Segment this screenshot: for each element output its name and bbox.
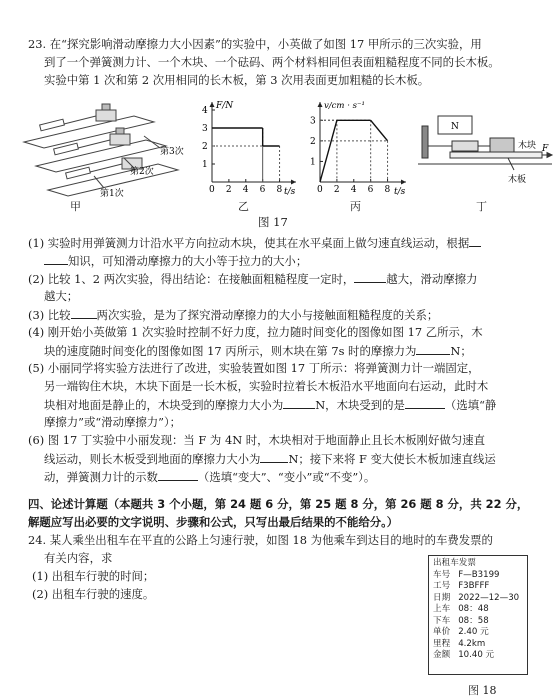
q23-s5-line2: 另一端钩住木块，木块下面是一长木板，实验时拉着长木板沿水平地面向右运动，此时木 — [44, 379, 489, 393]
figure-ding — [418, 104, 554, 196]
yi-ylabel: F/N — [216, 101, 234, 111]
q23-s5-line3: 块相对地面是静止的，木块受到的摩擦力大小为 N，木块受到的是 （选填“静 — [44, 398, 497, 412]
receipt-value: 08：58 — [458, 615, 489, 626]
yi-x-tick-label: 8 — [276, 185, 283, 195]
fig18-caption: 图 18 — [468, 684, 497, 697]
blank-1 — [44, 252, 68, 265]
bing-x-tick-label: 0 — [317, 185, 323, 195]
q23-s1-line1: (1) 实验时用弹簧测力计沿水平方向拉动木块，使其在水平桌面上做匀速直线运动，根据 — [28, 234, 533, 252]
q23-s2-line1: (2) 比较 1、2 两次实验，得出结论：在接触面粗糙程度一定时， 越大，滑动摩擦力 — [28, 272, 478, 286]
yi-x-tick-label: 6 — [259, 185, 266, 195]
meter-n-label: N — [451, 122, 459, 132]
q24-sub1: (1) 出租车行驶的时间； — [32, 569, 155, 583]
bing-y-tick-label: 2 — [310, 136, 316, 147]
receipt-row — [433, 627, 523, 639]
receipt-value: F3BFFF — [458, 581, 490, 591]
trial2-label: 第2次 — [130, 167, 154, 177]
blank-2 — [354, 270, 386, 283]
block-label: 木块 — [518, 141, 537, 151]
bing-xlabel: t/s — [394, 187, 406, 196]
q23-stem-line2: 到了一个弹簧测力计、一个木块、一个砝码、两个材料相同但表面粗糙程度不同的长木板。 — [44, 55, 500, 69]
yi-x-tick-label: 4 — [242, 185, 249, 195]
receipt-value: 10.40 元 — [458, 650, 495, 660]
force-label: F — [542, 144, 549, 154]
blank-6 — [405, 396, 445, 409]
q24-line2: 有关内容，求 — [44, 551, 113, 565]
yi-y-tick-label: 4 — [202, 106, 208, 116]
receipt-row — [433, 593, 523, 605]
figure-jia — [14, 96, 184, 211]
receipt-row — [433, 581, 523, 593]
receipt-value: 08：48 — [458, 604, 489, 614]
chart-bing — [300, 96, 412, 196]
receipt-key: 工号 — [433, 581, 451, 591]
trial1-label: 第1次 — [100, 189, 124, 199]
receipt-key: 下车 — [433, 615, 451, 626]
receipt-value: F—B3199 — [458, 569, 500, 580]
yi-x-tick-label: 2 — [225, 185, 232, 195]
q23-s4-line2: 块的速度随时间变化的图像如图 17 丙所示，则木块在第 7s 时的摩擦力为 N； — [44, 344, 472, 358]
blank-8 — [158, 468, 198, 481]
blank-7 — [260, 450, 288, 463]
blank-3 — [71, 306, 97, 319]
receipt-value: 2022—12—30 — [458, 592, 520, 603]
receipt-row — [433, 650, 523, 662]
receipt-value: 4.2km — [458, 638, 486, 649]
q23-s6-line2: 线运动，则长木板受到地面的摩擦力大小为 N；接下来将 F 变大使长木板加速直线运 — [44, 452, 496, 466]
bing-y-tick-label: 3 — [310, 116, 316, 127]
bing-x-tick-label: 2 — [333, 185, 340, 195]
bing-series-segment — [371, 120, 388, 141]
spring-meter-body — [452, 141, 478, 151]
receipt-key: 日期 — [433, 592, 451, 603]
q23-s2-line2: 越大； — [44, 289, 79, 303]
q23-s3: (3) 比较 两次实验，是为了探究滑动摩擦力的大小与接触面粗糙程度的关系； — [28, 308, 439, 322]
fig-jia-label: 甲 — [70, 200, 81, 213]
receipt-value: 2.40 元 — [458, 627, 489, 637]
bing-x-tick-label: 6 — [367, 185, 374, 195]
receipt-row — [433, 570, 523, 582]
q24-sub2: (2) 出租车行驶的速度。 — [32, 587, 155, 601]
receipt-key: 金额 — [433, 650, 451, 660]
board-label: 木板 — [508, 175, 527, 185]
bing-series-segment — [320, 120, 337, 182]
fig-ding-label: 丁 — [476, 200, 487, 213]
receipt-key: 上车 — [433, 604, 451, 614]
trial3-label: 第3次 — [160, 147, 184, 157]
yi-xlabel: t/s — [284, 187, 296, 196]
wall — [422, 126, 428, 158]
fig-bing-label: 丙 — [350, 200, 361, 213]
receipt-row — [433, 639, 523, 651]
blank-5 — [283, 396, 315, 409]
q23-s1-line2: 知识，可知滑动摩擦力的大小等于拉力的大小； — [44, 252, 549, 270]
bing-ylabel: v/cm · s⁻¹ — [324, 101, 365, 111]
section4-title-line2: 解题应写出必要的文字说明、步骤和公式，只写出最后结果的不能给分。） — [28, 515, 399, 529]
blank-4 — [416, 342, 450, 355]
yi-y-tick-label: 3 — [202, 124, 208, 134]
yi-x-tick-label: 0 — [209, 185, 215, 195]
taxi-receipt — [428, 555, 528, 675]
q24-line1: 24. 某人乘坐出租车在平直的公路上匀速行驶，如图 18 为他乘车到达目的地时的车费发票的 — [28, 533, 493, 547]
fig17-caption: 图 17 — [258, 215, 288, 229]
chart-yi — [192, 96, 302, 196]
q23-s5-line1: (5) 小丽同学将实验方法进行了改进，实验装置如图 17 丁所示：将弹簧测力计一端固定， — [28, 361, 480, 375]
section4-title-line1: 四、论述计算题（本题共 3 个小题，第 24 题 6 分，第 25 题 8 分，第 26 题 8 分，共 22 分， — [28, 497, 529, 511]
long-board — [450, 152, 542, 158]
q23-s4-line1: (4) 刚开始小英做第 1 次实验时控制不好力度，拉力随时间变化的图像如图 17 乙所示，木 — [28, 325, 483, 339]
receipt-row — [433, 604, 523, 616]
wood-block — [490, 138, 514, 152]
bing-x-tick-label: 4 — [350, 185, 357, 195]
q23-s6-line1: (6) 图 17 丁实验中小丽发现：当 F 为 4N 时，木块相对于地面静止且长木板刚好做匀速直 — [28, 433, 485, 447]
receipt-title: 出租车发票 — [433, 558, 476, 568]
q23-stem-line3: 实验中第 1 次和第 2 次用相同的长木板，第 3 次用表面更加粗糙的长木板。 — [44, 73, 430, 87]
fig-yi-label: 乙 — [238, 200, 249, 213]
receipt-row — [433, 616, 523, 628]
receipt-key: 单价 — [433, 627, 451, 637]
q23-s5-line4: 摩擦力”或“滑动摩擦力”）； — [44, 415, 182, 429]
q23-stem-line1: 23. 在“探究影响滑动摩擦力大小因素”的实验中，小英做了如图 17 甲所示的三次实验，用 — [28, 37, 482, 51]
yi-y-tick-label: 2 — [202, 142, 208, 152]
q23-s6-line3: 动，弹簧测力计的示数 （选填“变大”、“变小”或“不变”）。 — [44, 470, 376, 484]
receipt-key: 车号 — [433, 569, 451, 580]
bing-x-tick-label: 8 — [384, 185, 391, 195]
receipt-key: 里程 — [433, 638, 451, 649]
yi-y-tick-label: 1 — [202, 160, 208, 170]
bing-y-tick-label: 1 — [310, 157, 316, 168]
